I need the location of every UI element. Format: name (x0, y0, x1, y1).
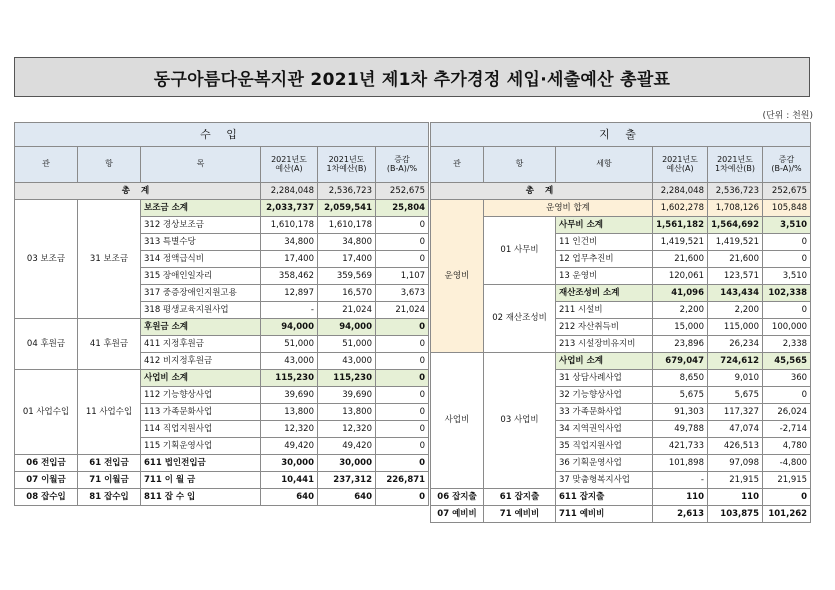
rev-d: 226,871 (376, 472, 429, 489)
rev-a: 39,690 (261, 387, 318, 404)
rev-subtotal-a: 2,033,737 (261, 200, 318, 217)
rev-a: 51,000 (261, 336, 318, 353)
exp-b: 9,010 (708, 370, 763, 387)
rev-d: 3,673 (376, 285, 429, 302)
rev-b: 12,320 (318, 421, 376, 438)
exp-total-b: 2,536,723 (708, 183, 763, 200)
rev-col-diff: 증감 (B-A)/% (376, 147, 429, 183)
exp-d: 100,000 (763, 319, 811, 336)
rev-a: 358,462 (261, 268, 318, 285)
exp-b: 117,327 (708, 404, 763, 421)
exp-hang-business: 03 사업비 (484, 353, 556, 489)
exp-b: 21,600 (708, 251, 763, 268)
exp-item: 211 시설비 (556, 302, 653, 319)
exp-subtotal-a: 679,047 (653, 353, 708, 370)
rev-col-gwan: 관 (15, 147, 78, 183)
exp-op-total-d: 105,848 (763, 200, 811, 217)
exp-item: 31 상담사례사업 (556, 370, 653, 387)
exp-col-sehang: 세항 (556, 147, 653, 183)
exp-item: 212 자산취득비 (556, 319, 653, 336)
exp-b: 5,675 (708, 387, 763, 404)
rev-d: 0 (376, 234, 429, 251)
rev-mok: 312 경상보조금 (141, 217, 261, 234)
rev-d: 0 (376, 217, 429, 234)
exp-subtotal-d: 3,510 (763, 217, 811, 234)
title-box (14, 57, 810, 97)
exp-gwan: 07 예비비 (431, 506, 484, 523)
exp-d: -2,714 (763, 421, 811, 438)
exp-op-total-label: 운영비 합계 (484, 200, 653, 217)
rev-subtotal-b: 2,059,541 (318, 200, 376, 217)
rev-d: 1,107 (376, 268, 429, 285)
rev-b: 1,610,178 (318, 217, 376, 234)
rev-a: 1,610,178 (261, 217, 318, 234)
exp-item: 37 맞춤형복지사업 (556, 472, 653, 489)
rev-d: 0 (376, 438, 429, 455)
rev-gwan: 01 사업수입 (15, 370, 78, 455)
exp-item: 13 운영비 (556, 268, 653, 285)
expense-header: 지 출 (431, 123, 811, 147)
exp-a: 110 (653, 489, 708, 506)
rev-a: 49,420 (261, 438, 318, 455)
rev-mok: 315 장애인일자리 (141, 268, 261, 285)
exp-d: 0 (763, 251, 811, 268)
exp-d: 0 (763, 234, 811, 251)
exp-item: 35 직업지원사업 (556, 438, 653, 455)
rev-mok: 611 법인전입금 (141, 455, 261, 472)
exp-item: 213 시설장비유지비 (556, 336, 653, 353)
exp-a: 1,419,521 (653, 234, 708, 251)
rev-hang: 81 잡수입 (78, 489, 141, 506)
rev-subtotal-label: 후원금 소계 (141, 319, 261, 336)
exp-op-total-b: 1,708,126 (708, 200, 763, 217)
rev-a: 12,320 (261, 421, 318, 438)
rev-hang: 61 전입금 (78, 455, 141, 472)
rev-d: 0 (376, 353, 429, 370)
rev-subtotal-label: 사업비 소계 (141, 370, 261, 387)
rev-subtotal-d: 0 (376, 319, 429, 336)
rev-b: 21,024 (318, 302, 376, 319)
rev-gwan: 08 잡수입 (15, 489, 78, 506)
exp-d: 21,915 (763, 472, 811, 489)
exp-col-budget-b: 2021년도 1차예산(B) (708, 147, 763, 183)
rev-col-mok: 목 (141, 147, 261, 183)
rev-b: 30,000 (318, 455, 376, 472)
exp-b: 47,074 (708, 421, 763, 438)
exp-subtotal-label: 사무비 소계 (556, 217, 653, 234)
exp-a: 2,200 (653, 302, 708, 319)
rev-mok: 317 중증장애인지원고용 (141, 285, 261, 302)
exp-a: - (653, 472, 708, 489)
exp-d: 26,024 (763, 404, 811, 421)
exp-b: 97,098 (708, 455, 763, 472)
rev-col-budget-a: 2021년도 예산(A) (261, 147, 318, 183)
rev-a: 34,800 (261, 234, 318, 251)
rev-col-budget-b: 2021년도 1차예산(B) (318, 147, 376, 183)
rev-d: 0 (376, 421, 429, 438)
rev-mok: 114 직업지원사업 (141, 421, 261, 438)
exp-col-diff: 증감 (B-A)/% (763, 147, 811, 183)
rev-b: 16,570 (318, 285, 376, 302)
exp-item: 32 기능향상사업 (556, 387, 653, 404)
rev-mok: 313 특별수당 (141, 234, 261, 251)
exp-hang: 71 예비비 (484, 506, 556, 523)
revenue-header: 수 입 (15, 123, 429, 147)
exp-a: 101,898 (653, 455, 708, 472)
rev-b: 17,400 (318, 251, 376, 268)
rev-hang: 41 후원금 (78, 319, 141, 370)
exp-b: 115,000 (708, 319, 763, 336)
rev-a: 13,800 (261, 404, 318, 421)
rev-b: 51,000 (318, 336, 376, 353)
rev-d: 0 (376, 336, 429, 353)
rev-subtotal-d: 25,804 (376, 200, 429, 217)
rev-mok: 318 평생교육지원사업 (141, 302, 261, 319)
rev-subtotal-a: 94,000 (261, 319, 318, 336)
rev-subtotal-b: 115,230 (318, 370, 376, 387)
rev-mok: 314 정액급식비 (141, 251, 261, 268)
exp-item: 711 예비비 (556, 506, 653, 523)
exp-a: 5,675 (653, 387, 708, 404)
rev-total-d: 252,675 (376, 183, 429, 200)
exp-total-a: 2,284,048 (653, 183, 708, 200)
rev-mok: 112 기능향상사업 (141, 387, 261, 404)
exp-subtotal-b: 1,564,692 (708, 217, 763, 234)
exp-subtotal-d: 102,338 (763, 285, 811, 302)
exp-d: 3,510 (763, 268, 811, 285)
exp-b: 103,875 (708, 506, 763, 523)
exp-a: 2,613 (653, 506, 708, 523)
exp-gwan-business: 사업비 (431, 353, 484, 489)
rev-subtotal-a: 115,230 (261, 370, 318, 387)
exp-d: 0 (763, 387, 811, 404)
exp-d: 0 (763, 489, 811, 506)
exp-d: 0 (763, 302, 811, 319)
exp-a: 91,303 (653, 404, 708, 421)
rev-b: 49,420 (318, 438, 376, 455)
rev-hang: 11 사업수입 (78, 370, 141, 455)
rev-mok: 412 비지정후원금 (141, 353, 261, 370)
exp-item: 33 가족문화사업 (556, 404, 653, 421)
exp-b: 110 (708, 489, 763, 506)
rev-hang: 31 보조금 (78, 200, 141, 319)
exp-subtotal-a: 1,561,182 (653, 217, 708, 234)
exp-total-label: 총 계 (431, 183, 653, 200)
rev-mok: 711 이 월 금 (141, 472, 261, 489)
exp-subtotal-b: 143,434 (708, 285, 763, 302)
rev-mok: 811 잡 수 입 (141, 489, 261, 506)
rev-gwan: 04 후원금 (15, 319, 78, 370)
exp-gwan: 06 잡지출 (431, 489, 484, 506)
exp-subtotal-b: 724,612 (708, 353, 763, 370)
exp-col-hang: 항 (484, 147, 556, 183)
rev-subtotal-b: 94,000 (318, 319, 376, 336)
exp-d: 4,780 (763, 438, 811, 455)
rev-gwan: 07 이월금 (15, 472, 78, 489)
rev-a: 17,400 (261, 251, 318, 268)
exp-hang: 61 잡지출 (484, 489, 556, 506)
exp-hang-admin: 01 사무비 (484, 217, 556, 285)
rev-total-a: 2,284,048 (261, 183, 318, 200)
rev-a: 10,441 (261, 472, 318, 489)
rev-a: 12,897 (261, 285, 318, 302)
exp-col-budget-a: 2021년도 예산(A) (653, 147, 708, 183)
exp-d: -4,800 (763, 455, 811, 472)
exp-d: 2,338 (763, 336, 811, 353)
exp-a: 49,788 (653, 421, 708, 438)
rev-b: 34,800 (318, 234, 376, 251)
exp-b: 123,571 (708, 268, 763, 285)
exp-b: 2,200 (708, 302, 763, 319)
rev-mok: 411 지정후원금 (141, 336, 261, 353)
exp-a: 23,896 (653, 336, 708, 353)
exp-d: 360 (763, 370, 811, 387)
revenue-table (14, 122, 429, 506)
page-title: 동구아름다운복지관 2021년 제1차 추가경정 세입·세출예산 총괄표 (153, 69, 671, 90)
exp-a: 8,650 (653, 370, 708, 387)
exp-total-d: 252,675 (763, 183, 811, 200)
rev-total-b: 2,536,723 (318, 183, 376, 200)
exp-op-total-a: 1,602,278 (653, 200, 708, 217)
exp-b: 21,915 (708, 472, 763, 489)
rev-mok: 115 기획운영사업 (141, 438, 261, 455)
exp-a: 120,061 (653, 268, 708, 285)
exp-subtotal-label: 사업비 소계 (556, 353, 653, 370)
rev-b: 39,690 (318, 387, 376, 404)
exp-a: 421,733 (653, 438, 708, 455)
rev-a: - (261, 302, 318, 319)
rev-total-label: 총 계 (15, 183, 261, 200)
rev-gwan: 06 전입금 (15, 455, 78, 472)
exp-item: 12 업무추진비 (556, 251, 653, 268)
unit-label: (단위 : 천원) (762, 111, 813, 121)
rev-b: 640 (318, 489, 376, 506)
exp-d: 101,262 (763, 506, 811, 523)
exp-subtotal-label: 재산조성비 소계 (556, 285, 653, 302)
exp-b: 426,513 (708, 438, 763, 455)
rev-d: 0 (376, 251, 429, 268)
rev-d: 0 (376, 387, 429, 404)
rev-b: 43,000 (318, 353, 376, 370)
exp-item: 611 잡지출 (556, 489, 653, 506)
rev-subtotal-label: 보조금 소계 (141, 200, 261, 217)
rev-b: 359,569 (318, 268, 376, 285)
exp-a: 21,600 (653, 251, 708, 268)
exp-subtotal-d: 45,565 (763, 353, 811, 370)
rev-gwan: 03 보조금 (15, 200, 78, 319)
rev-a: 640 (261, 489, 318, 506)
rev-d: 0 (376, 455, 429, 472)
exp-item: 11 인건비 (556, 234, 653, 251)
exp-gwan-operation: 운영비 (431, 200, 484, 353)
rev-col-hang: 항 (78, 147, 141, 183)
rev-d: 0 (376, 404, 429, 421)
exp-hang-asset: 02 재산조성비 (484, 285, 556, 353)
exp-a: 15,000 (653, 319, 708, 336)
rev-a: 43,000 (261, 353, 318, 370)
exp-item: 34 지역권익사업 (556, 421, 653, 438)
rev-b: 13,800 (318, 404, 376, 421)
exp-col-gwan: 관 (431, 147, 484, 183)
rev-d: 0 (376, 489, 429, 506)
expense-table (430, 122, 811, 523)
exp-b: 26,234 (708, 336, 763, 353)
rev-b: 237,312 (318, 472, 376, 489)
rev-subtotal-d: 0 (376, 370, 429, 387)
exp-item: 36 기획운영사업 (556, 455, 653, 472)
rev-d: 21,024 (376, 302, 429, 319)
rev-hang: 71 이월금 (78, 472, 141, 489)
rev-a: 30,000 (261, 455, 318, 472)
rev-mok: 113 가족문화사업 (141, 404, 261, 421)
exp-b: 1,419,521 (708, 234, 763, 251)
exp-subtotal-a: 41,096 (653, 285, 708, 302)
